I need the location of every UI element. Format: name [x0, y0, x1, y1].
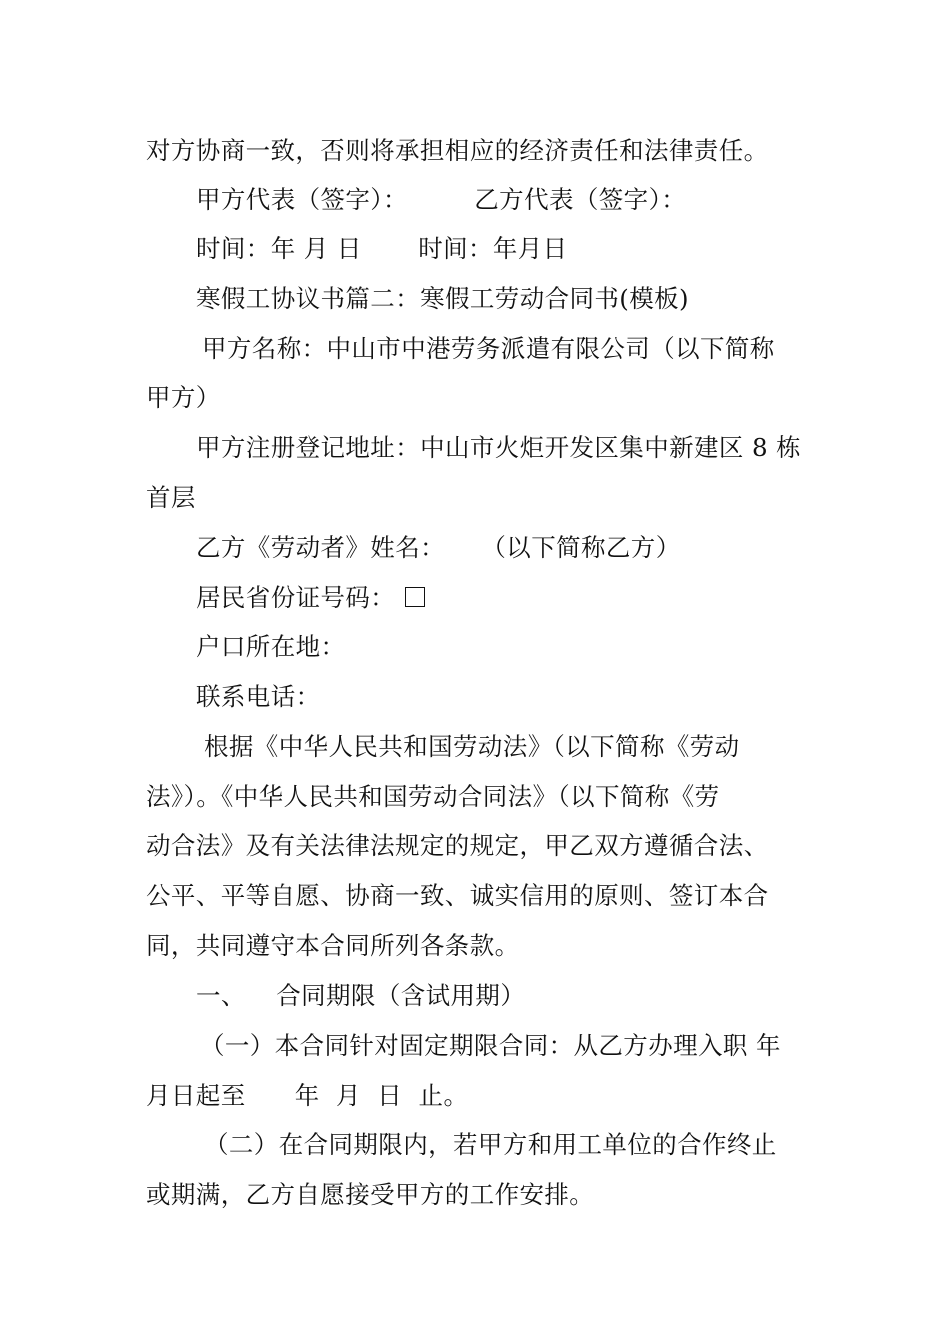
- text: 动合法》及有关法律法规定的规定，甲乙双方遵循合法、: [146, 831, 769, 860]
- paragraph-line: [146, 1180, 594, 1210]
- signature-line: [196, 185, 686, 215]
- text: 户口所在地：: [196, 632, 346, 661]
- paragraph-line: [196, 682, 321, 712]
- paragraph-line: [146, 931, 520, 961]
- paragraph-line: [204, 732, 740, 762]
- text: 同，共同遵守本合同所列各条款。: [146, 931, 520, 960]
- text: 公平、平等自愿、协商一致、诚实信用的原则、签订本合: [146, 881, 769, 910]
- paragraph-line: [146, 881, 769, 911]
- section-heading: [196, 284, 689, 314]
- party-b-date-label: 时间：年月日: [418, 234, 568, 263]
- paragraph-line: [146, 782, 720, 812]
- party-b-name-label: 乙方《劳动者》姓名：: [196, 533, 445, 562]
- paragraph-line: [202, 334, 775, 364]
- paragraph-line: [146, 831, 769, 861]
- text: 月日起至 年 月 日 止。: [146, 1081, 469, 1110]
- paragraph-line: [196, 533, 681, 563]
- text: 甲方注册登记地址：中山市火炬开发区集中新建区 8 栋: [196, 433, 802, 462]
- section-title: 合同期限（含试用期）: [276, 981, 526, 1010]
- paragraph-line: [196, 433, 801, 463]
- paragraph-line: [204, 1130, 777, 1160]
- paragraph-line: [196, 583, 425, 613]
- section-heading: [196, 981, 525, 1011]
- text: 根据《中华人民共和国劳动法》（以下简称《劳动: [204, 732, 740, 761]
- text: 联系电话：: [196, 682, 321, 711]
- text: 首层: [146, 483, 196, 512]
- party-a-date-label: 时间：年 月 日: [196, 234, 362, 263]
- party-a-signature-label: 甲方代表（签字）：: [196, 185, 408, 214]
- paragraph-line: [146, 136, 769, 166]
- text: 寒假工协议书篇二：寒假工劳动合同书(模板): [196, 284, 690, 313]
- paragraph-line: [146, 383, 221, 413]
- paragraph-line: [196, 632, 345, 662]
- text: 甲方）: [146, 383, 221, 412]
- paragraph-line: [146, 1081, 468, 1111]
- paragraph-line: [146, 483, 196, 513]
- party-b-signature-label: 乙方代表（签字）：: [474, 185, 687, 214]
- text: 或期满，乙方自愿接受甲方的工作安排。: [146, 1180, 595, 1209]
- id-number-label: 居民省份证号码：: [196, 583, 396, 612]
- checkbox-icon: [405, 587, 425, 607]
- party-b-alias-note: （以下简称乙方）: [481, 533, 681, 562]
- text: 对方协商一致，否则将承担相应的经济责任和法律责任。: [146, 136, 769, 165]
- text: 甲方名称：中山市中港劳务派遣有限公司（以下简称: [202, 334, 775, 363]
- text: （二）在合同期限内，若甲方和用工单位的合作终止: [204, 1130, 777, 1159]
- paragraph-line: [200, 1031, 781, 1061]
- date-line: [196, 234, 568, 264]
- text: 法》）。《中华人民共和国劳动合同法》（以下简称《劳: [146, 782, 720, 811]
- section-number: 一、: [196, 981, 246, 1010]
- text: （一）本合同针对固定期限合同：从乙方办理入职 年: [200, 1031, 781, 1060]
